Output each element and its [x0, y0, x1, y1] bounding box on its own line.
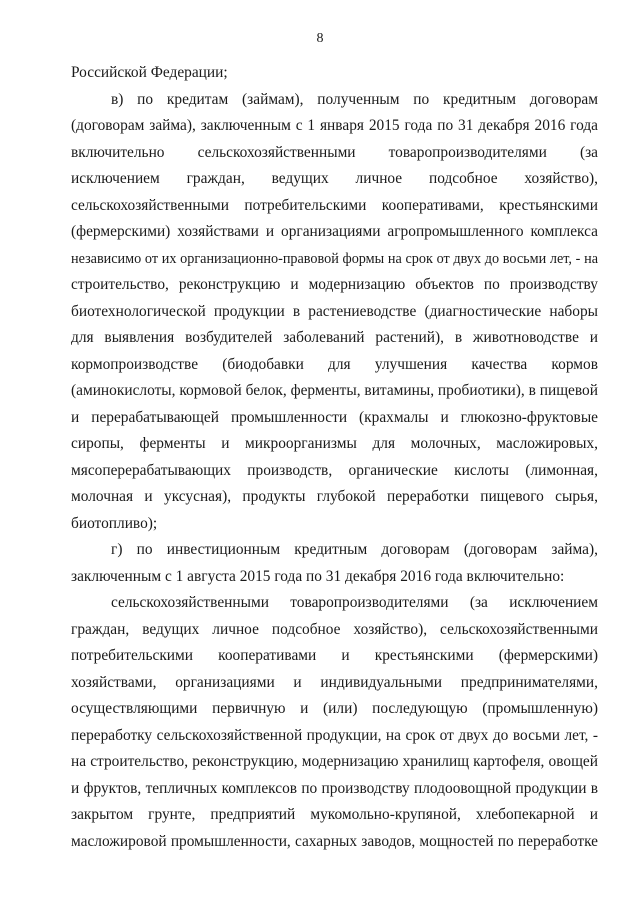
document-body — [71, 60, 598, 855]
text-line: кормопроизводстве (биодобавки для улучшения качества кормов — [71, 355, 598, 373]
text-line: (договорам займа), заключенным с 1 января 2015 года по 31 декабря 2016 года — [71, 117, 598, 134]
text-line: биотехнологической продукции в растениеводстве (диагностические наборы — [71, 302, 598, 320]
text-line: и перерабатывающей промышленности (крахмалы и глюкозно-фруктовые — [71, 408, 598, 426]
text-line: сельскохозяйственными потребительскими кооперативами, крестьянскими — [71, 196, 598, 214]
text-line: и фруктов, тепличных комплексов по производству плодоовощной продукции в — [71, 779, 598, 797]
text-line: на строительство, реконструкцию, модернизацию хранилищ картофеля, овощей — [71, 753, 598, 770]
text-line: закрытом грунте, предприятий мукомольно-крупяной, хлебопекарной и — [71, 806, 598, 823]
text-line: граждан, ведущих личное подсобное хозяйство), сельскохозяйственными — [71, 620, 598, 638]
text-line: осуществляющими первичную и (или) последующую (промышленную) — [71, 700, 598, 717]
text-line: независимо от их организационно-правовой формы на срок от двух до восьми лет, - на — [71, 250, 598, 267]
text-line: для выявления возбудителей заболеваний растений), в животноводстве и — [71, 329, 598, 346]
text-line: хозяйствами, организациями и индивидуальными предпринимателями, — [71, 673, 598, 691]
text-line: биотопливо); — [71, 514, 158, 532]
page-number: 8 — [316, 31, 324, 46]
text-line: масложировой промышленности, сахарных заводов, мощностей по переработке — [71, 832, 598, 850]
text-line: (фермерскими) хозяйствами и организациями агропромышленного комплекса — [71, 223, 598, 240]
text-line: переработку сельскохозяйственной продукции, на срок от двух до восьми лет, - — [71, 726, 598, 744]
text-line: строительство, реконструкцию и модернизацию объектов по производству — [71, 276, 598, 293]
text-line: сельскохозяйственными товаропроизводителями (за исключением — [111, 594, 598, 611]
text-line: Российской Федерации; — [71, 64, 228, 81]
text-line: включительно сельскохозяйственными товаропроизводителями (за — [71, 143, 598, 161]
text-line: заключенным с 1 августа 2015 года по 31 декабря 2016 года включительно: — [71, 567, 565, 585]
text-line: г) по инвестиционным кредитным договорам (договорам займа), — [111, 541, 598, 558]
text-line: исключением граждан, ведущих личное подсобное хозяйство), — [71, 170, 598, 187]
text-line: в) по кредитам (займам), полученным по кредитным договорам — [111, 90, 598, 108]
text-line: потребительскими кооперативами и крестьянскими (фермерскими) — [71, 647, 598, 664]
text-line: сиропы, ферменты и микроорганизмы для молочных, масложировых, — [71, 435, 598, 452]
text-line: молочная и уксусная), продукты глубокой переработки пищевого сырья, — [71, 488, 598, 505]
text-line: мясоперерабатывающих производств, органические кислоты (лимонная, — [71, 461, 598, 479]
text-line: (аминокислоты, кормовой белок, ферменты, витамины, пробиотики), в пищевой — [71, 382, 598, 399]
